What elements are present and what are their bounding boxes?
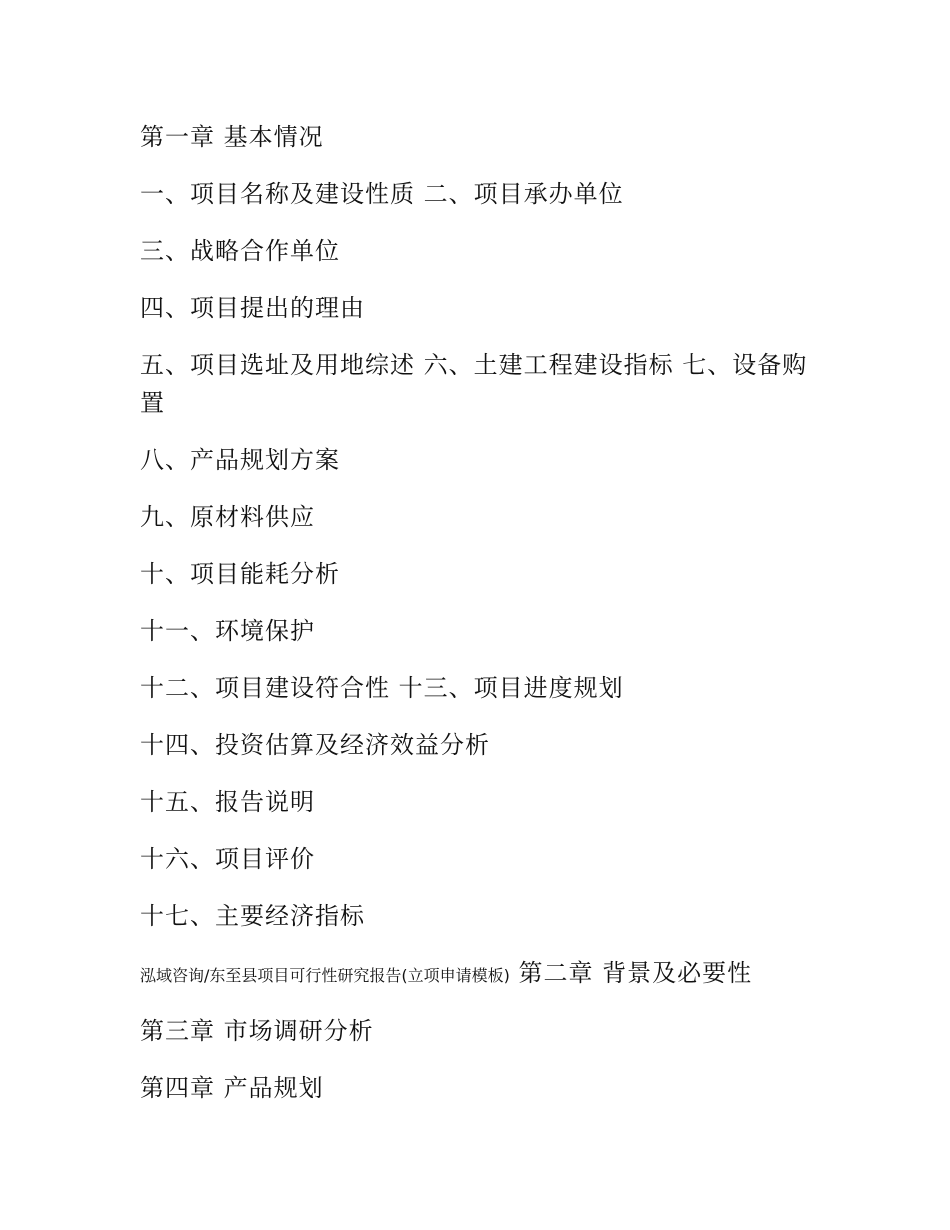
toc-line: 十五、报告说明 <box>140 788 315 816</box>
toc-line: 十一、环境保护 <box>140 617 315 645</box>
document-header-note: 泓域咨询/东至县项目可行性研究报告(立项申请模板) <box>140 966 510 985</box>
toc-line: 八、产品规划方案 <box>140 446 340 474</box>
toc-line: 三、战略合作单位 <box>140 237 340 265</box>
toc-line: 九、原材料供应 <box>140 503 315 531</box>
chapter-four-title: 第四章 产品规划 <box>140 1074 324 1102</box>
toc-line: 十四、投资估算及经济效益分析 <box>140 731 490 759</box>
toc-line-mixed <box>140 954 820 995</box>
table-of-contents <box>140 118 820 1126</box>
toc-line: 五、项目选址及用地综述 六、土建工程建设指标 七、设备购置 <box>140 351 808 417</box>
chapter-three-title: 第三章 市场调研分析 <box>140 1017 374 1045</box>
toc-line: 一、项目名称及建设性质 二、项目承办单位 <box>140 180 624 208</box>
toc-line: 四、项目提出的理由 <box>140 294 365 322</box>
toc-line: 十二、项目建设符合性 十三、项目进度规划 <box>140 674 624 702</box>
toc-line: 第一章 基本情况 <box>140 123 324 151</box>
toc-line: 十七、主要经济指标 <box>140 902 365 930</box>
toc-line: 十六、项目评价 <box>140 845 315 873</box>
toc-line: 十、项目能耗分析 <box>140 560 340 588</box>
chapter-two-title: 第二章 背景及必要性 <box>518 959 753 987</box>
